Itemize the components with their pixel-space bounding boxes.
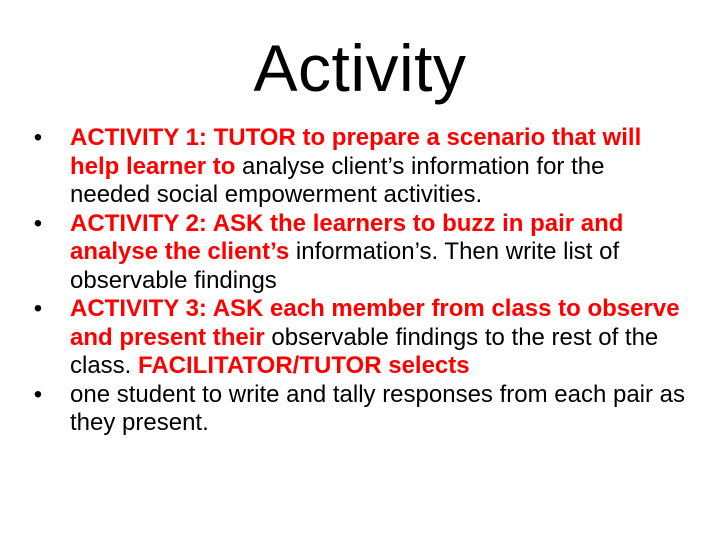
bullet-icon: • <box>33 380 43 408</box>
bullet-item-4 <box>33 380 690 438</box>
bullet-3-emphasis: ACTIVITY 3: ASK each member from class to observe and present their <box>70 295 680 351</box>
bullet-icon: • <box>33 209 43 237</box>
bullet-list <box>33 124 690 438</box>
slide-title: Activity <box>253 31 467 105</box>
bullet-3-text: observable findings to the rest of the class. <box>70 323 659 379</box>
bullet-item-1 <box>33 124 690 210</box>
bullet-1-text: analyse client’s information for the needed social empowerment activities. <box>70 152 605 208</box>
bullet-icon: • <box>33 295 43 322</box>
bullet-4-text: one student to write and tally responses from each pair as they present. <box>70 380 685 436</box>
bullet-item-2 <box>33 209 690 296</box>
bullet-1-emphasis: ACTIVITY 1: TUTOR to prepare a scenario that will help learner to <box>70 124 642 180</box>
bullet-icon: • <box>33 124 43 151</box>
bullet-3-emphasis-tail: FACILITATOR/TUTOR selects <box>138 352 470 379</box>
bullet-2-emphasis: ACTIVITY 2: ASK the learners to buzz in pair and analyse the client’s <box>70 209 624 265</box>
bullet-2-text: information’s. Then write list of observable findings <box>70 238 620 294</box>
bullet-item-3 <box>33 295 690 381</box>
